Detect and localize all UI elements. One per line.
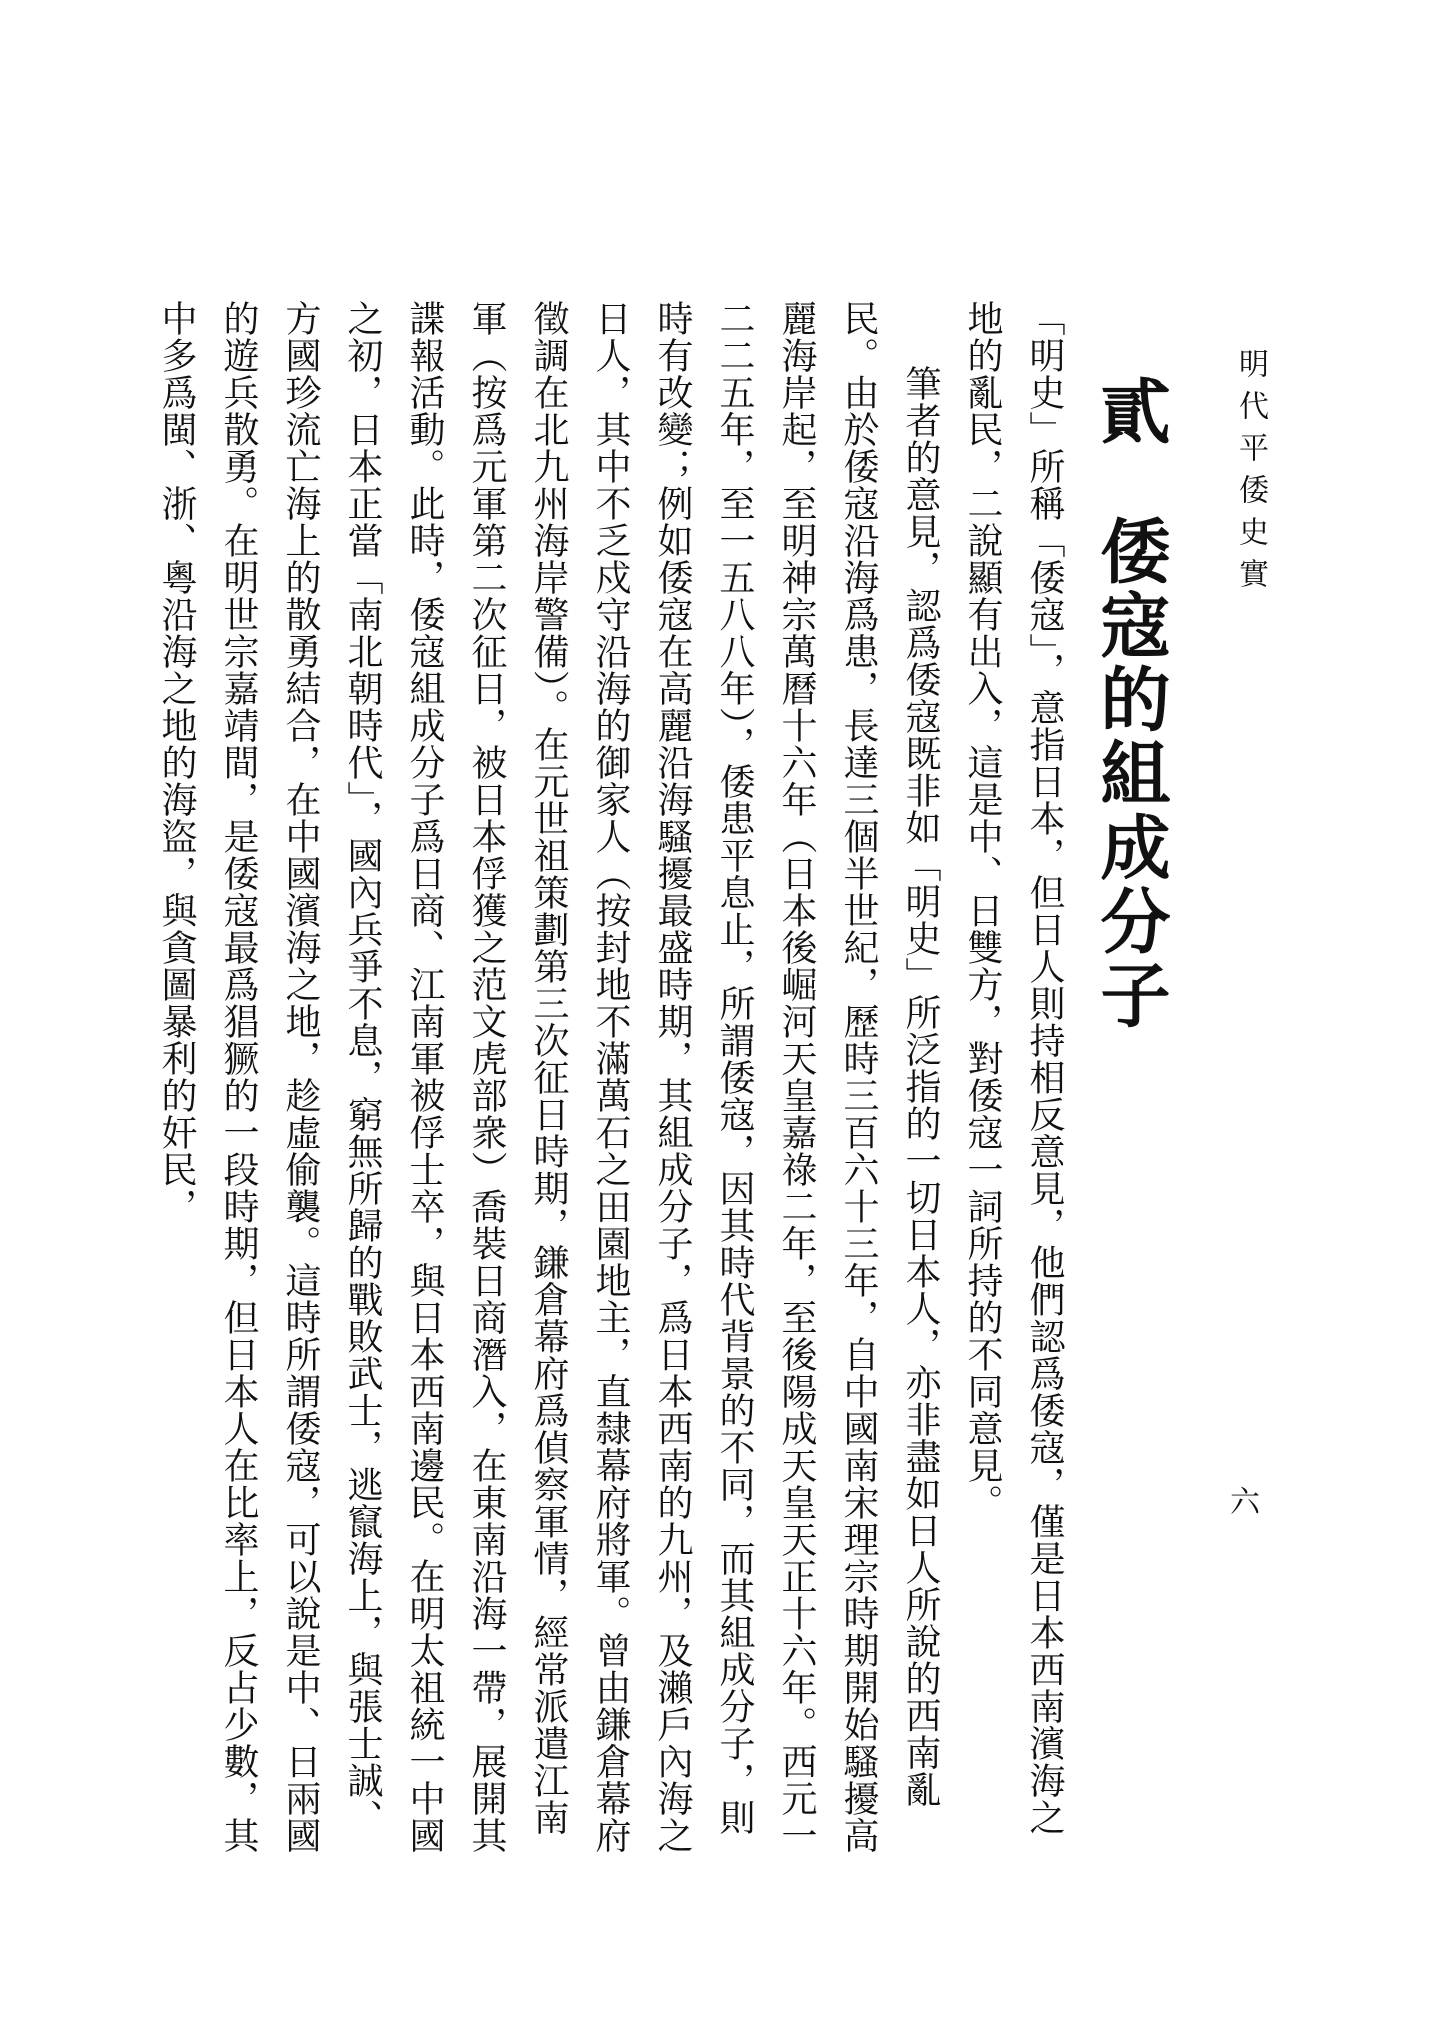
body-text bbox=[145, 300, 1075, 1860]
chapter-heading bbox=[1089, 375, 1172, 1033]
paragraph-2: 筆者的意見，認爲倭寇既非如「明史」所泛指的一切日本人，亦非盡如日人所說的西南亂民。由於倭寇沿海爲患，長達三個半世紀，歷時三百六十三年，自中國南宋理宗時期開始騷擾高麗海岸起，至明神宗萬曆十六年（日本後崛河天皇嘉祿二年，至後陽成天皇天正十六年。西元一二二五年，至一五八八年），倭患平息止，所謂倭寇，因其時代背景的不同，而其組成分子，則時有改變；例如倭寇在高麗沿海騷擾最盛時期，其組成分子，爲日本西南的九州，及瀨戶內海之日人，其中不乏戍守沿海的御家人（按封地不滿萬石之田園地主，直隸幕府將軍。曾由鎌倉幕府徵調在北九州海岸警備）。在元世祖策劃第三次征日時期，鎌倉幕府爲偵察軍情，經常派遣江南軍（按爲元軍第二次征日，被日本俘獲之范文虎部衆）喬裝日商潛入，在東南沿海一帶，展開其諜報活動。此時，倭寇組成分子爲日商、江南軍被俘士卒，與日本西南邊民。在明太祖統一中國之初，日本正當「南北朝時代」，國內兵爭不息，窮無所歸的戰敗武士，逃竄海上，與張士誠、方國珍流亡海上的散勇結合，在中國濱海之地，趁虛偷襲。這時所謂倭寇，可以說是中、日兩國的遊兵散勇。在明世宗嘉靖間，是倭寇最爲猖獗的一段時期，但日本人在比率上，反占少數，其中多爲閩、浙、粵沿海之地的海盜，與貪圖暴利的奸民， bbox=[156, 300, 941, 1854]
running-header-title: 明代平倭史實 bbox=[1233, 348, 1268, 600]
paragraph-1: 「明史」所稱「倭寇」，意指日本，但日人則持相反意見，他們認爲倭寇，僅是日本西南濱海之地的亂民，二說顯有出入，這是中、日雙方，對倭寇一詞所持的不同意見。 bbox=[962, 300, 1065, 1836]
chapter-number: 貳 bbox=[1089, 375, 1172, 445]
page-number: 六 bbox=[1230, 1485, 1260, 1520]
chapter-title: 倭寇的組成分子 bbox=[1089, 515, 1172, 1033]
